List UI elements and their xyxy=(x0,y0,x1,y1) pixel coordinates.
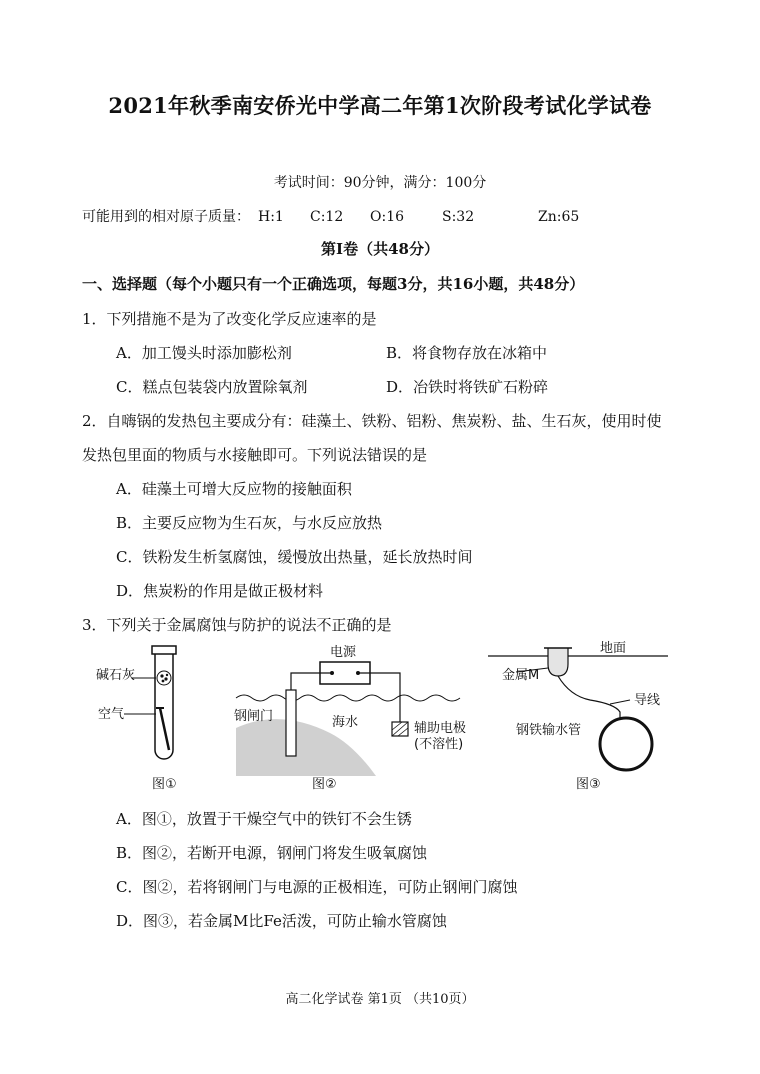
fig3-caption: 图③ xyxy=(576,777,601,792)
atomic-mass-c: C:12 xyxy=(310,209,344,225)
q2-option-a: A．硅藻土可增大反应物的接触面积 xyxy=(116,480,352,498)
fig1-caption: 图① xyxy=(152,777,177,792)
q3-option-a: A．图①，放置于干燥空气中的铁钉不会生锈 xyxy=(116,810,412,828)
fig1-soda-lime-label: 碱石灰 xyxy=(96,668,136,683)
fig2-sea-label: 海水 xyxy=(332,715,359,730)
fig3-metal-label: 金属M xyxy=(502,668,540,683)
steel-gate xyxy=(286,690,296,756)
q3-stem: 3．下列关于金属腐蚀与防护的说法不正确的是 xyxy=(82,616,392,634)
figure-1 xyxy=(96,646,177,792)
test-tube xyxy=(155,654,173,759)
atomic-mass-zn: Zn:65 xyxy=(538,209,580,225)
fig3-ground-label: 地面 xyxy=(600,641,627,656)
iron-nail xyxy=(160,708,169,750)
q3-figures xyxy=(90,638,690,798)
test-tube-stopper xyxy=(152,646,176,654)
q1-option-b: B．将食物存放在冰箱中 xyxy=(386,344,548,362)
fig2-caption: 图② xyxy=(312,777,337,792)
page-title: 2021年秋季南安侨光中学高二年第1次阶段考试化学试卷 xyxy=(108,93,652,118)
fig2-electrode-note: (不溶性) xyxy=(414,737,464,752)
fig3-pipe-label: 钢铁输水管 xyxy=(516,723,582,738)
page-footer: 高二化学试卷 第1页 （共10页） xyxy=(285,992,475,1007)
atomic-mass-s: S:32 xyxy=(442,209,475,225)
q1-stem: 1．下列措施不是为了改变化学反应速率的是 xyxy=(82,310,377,328)
q2-stem-line1: 2．自嗨锅的发热包主要成分有：硅藻土、铁粉、铝粉、焦炭粉、盐、生石灰，使用时使 xyxy=(82,412,662,430)
section-title: 第I卷（共48分） xyxy=(321,240,439,258)
figure-2 xyxy=(234,644,466,792)
wire-pointer xyxy=(610,700,630,704)
atomic-mass-line xyxy=(82,206,579,226)
wire xyxy=(558,676,620,720)
q3-option-d: D．图③，若金属M比Fe活泼，可防止输水管腐蚀 xyxy=(116,912,447,930)
atomic-mass-h: H:1 xyxy=(258,209,284,225)
atomic-mass-label: 可能用到的相对原子质量： xyxy=(82,209,250,225)
metal-m-block xyxy=(548,648,568,676)
q3-option-b: B．图②，若断开电源，钢闸门将发生吸氧腐蚀 xyxy=(116,844,428,862)
exam-info: 考试时间：90分钟，满分：100分 xyxy=(273,175,487,191)
q1-option-a: A．加工馒头时添加膨松剂 xyxy=(116,344,292,362)
fig3-wire-label: 导线 xyxy=(634,693,661,708)
part-title: 一、选择题（每个小题只有一个正确选项，每题3分，共16小题，共48分） xyxy=(82,275,585,293)
q1-option-d: D．冶铁时将铁矿石粉碎 xyxy=(386,378,549,396)
fig2-gate-label: 钢闸门 xyxy=(234,709,274,724)
sea-surface xyxy=(236,695,460,701)
q1-option-c: C．糕点包装袋内放置除氧剂 xyxy=(116,378,308,396)
q2-stem-line2: 发热包里面的物质与水接触即可。下列说法错误的是 xyxy=(82,446,428,464)
q2-option-d: D．焦炭粉的作用是做正极材料 xyxy=(116,582,324,600)
fig2-electrode-label: 辅助电极 xyxy=(414,721,467,736)
water-pipe xyxy=(600,718,652,770)
q2-option-c: C．铁粉发生析氢腐蚀，缓慢放出热量，延长放热时间 xyxy=(116,548,473,566)
fig1-air-label: 空气 xyxy=(98,707,125,722)
soda-lime-ball xyxy=(157,671,171,685)
q2-option-b: B．主要反应物为生石灰，与水反应放热 xyxy=(116,514,383,532)
q3-option-c: C．图②，若将钢闸门与电源的正极相连，可防止钢闸门腐蚀 xyxy=(116,878,518,896)
figure-3 xyxy=(488,640,668,792)
atomic-mass-o: O:16 xyxy=(370,209,405,225)
fig2-power-label: 电源 xyxy=(330,645,357,660)
